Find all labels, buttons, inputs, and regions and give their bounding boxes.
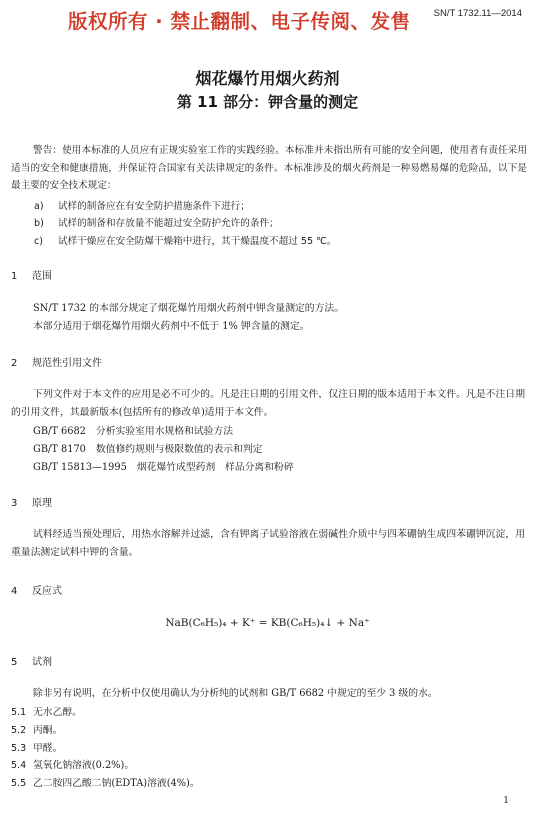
section-title: 反应式 (32, 586, 62, 597)
warning-item (34, 233, 337, 247)
section-number: 5 (11, 657, 18, 668)
body-paragraph: 本部分适用于烟花爆竹用烟火药剂中不低于 1% 钾含量的测定。 (33, 321, 310, 332)
document-title: 烟花爆竹用烟火药剂 (195, 69, 340, 88)
section-number: 3 (11, 498, 18, 509)
warning-item-mark: b) (34, 218, 44, 229)
reagent-number: 5.2 (11, 725, 27, 736)
section-heading (11, 494, 52, 509)
page-number: 1 (503, 796, 509, 806)
section-heading (11, 582, 62, 597)
body-paragraph: 下列文件对于本文件的应用是必不可少的。凡是注日期的引用文件，仅注日期的版本适用于本文件。凡是不注日期的引用文件，其最新版本(包括所有的修改单)适用于本文件。 (11, 389, 525, 418)
warning-item-text: 试样的制备应在有安全防护措施条件下进行； (58, 201, 250, 212)
reagent-text: 乙二胺四乙酸二钠(EDTA)溶液(4%)。 (33, 778, 200, 789)
document-part-title: 第 11 部分：钾含量的测定 (176, 93, 359, 111)
section-title: 原理 (32, 498, 52, 509)
reagent-number: 5.5 (11, 778, 27, 789)
reagent-item (11, 775, 200, 789)
warning-item-text: 试样的制备和存放量不能超过安全防护允许的条件； (58, 218, 279, 229)
body-paragraph: SN/T 1732 的本部分规定了烟花爆竹用烟火药剂中钾含量测定的方法。 (33, 303, 344, 314)
reference-code: GB/T 6682 (33, 426, 86, 437)
section-heading (11, 653, 52, 668)
section-heading (11, 267, 52, 282)
section-title: 规范性引用文件 (32, 358, 102, 369)
warning-item (34, 198, 250, 212)
warning-item-text: 试样干燥应在安全防爆干燥箱中进行，其干燥温度不超过 55 ℃。 (58, 236, 337, 247)
body-paragraph: 除非另有说明，在分析中仅使用确认为分析纯的试剂和 GB/T 6682 中规定的至少 3 级的水。 (33, 688, 438, 699)
reagent-text: 甲醛。 (33, 743, 63, 754)
watermark-text: 版权所有 · 禁止翻制、电子传阅、发售 (68, 10, 411, 33)
reagent-text: 无水乙醇。 (33, 707, 82, 718)
section-title: 试剂 (32, 657, 52, 668)
reagent-item (11, 722, 62, 736)
warning-paragraph: 警告：使用本标准的人员应有正规实验室工作的实践经验。本标准并未指出所有可能的安全问题，使用者有责任采用适当的安全和健康措施，并保证符合国家有关法律规定的条件。本标准涉及的烟火药剂是一种易燃易爆的危险品，以下是最主要的安全技术规定： (11, 145, 527, 191)
reagent-text: 丙酮。 (33, 725, 63, 736)
reagent-item (11, 740, 62, 754)
reagent-number: 5.3 (11, 743, 27, 754)
reference-item (33, 459, 294, 473)
warning-item (34, 215, 279, 229)
reference-item (33, 441, 262, 455)
reagent-item (11, 757, 134, 771)
reference-title: 烟花爆竹成型药剂 样品分离和粉碎 (136, 462, 294, 473)
reagent-number: 5.1 (11, 707, 27, 718)
section-number: 1 (11, 271, 18, 282)
reference-code: GB/T 8170 (33, 444, 86, 455)
reagent-text: 氢氧化钠溶液(0.2%)。 (33, 760, 135, 771)
reference-title: 分析实验室用水规格和试验方法 (95, 426, 234, 437)
section-title: 范围 (32, 271, 52, 282)
reagent-item (11, 704, 82, 718)
warning-item-mark: a) (34, 201, 44, 212)
section-number: 4 (11, 586, 18, 597)
section-number: 2 (11, 358, 18, 369)
section-heading (11, 354, 102, 369)
warning-item-mark: c) (34, 236, 44, 247)
standard-code: SN/T 1732.11—2014 (433, 8, 522, 19)
reference-item (33, 423, 233, 437)
reaction-formula: NaB(C₆H₅)₄ + K⁺ = KB(C₆H₅)₄↓ + Na⁺ (165, 617, 370, 629)
body-paragraph: 试料经适当预处理后，用热水溶解并过滤，含有钾离子试验溶液在弱碱性介质中与四苯硼钠生成四苯硼钾沉淀，用重量法测定试料中钾的含量。 (11, 529, 525, 558)
reagent-number: 5.4 (11, 760, 27, 771)
reference-title: 数值修约规则与极限数值的表示和判定 (95, 444, 263, 455)
reference-code: GB/T 15813—1995 (33, 462, 127, 473)
